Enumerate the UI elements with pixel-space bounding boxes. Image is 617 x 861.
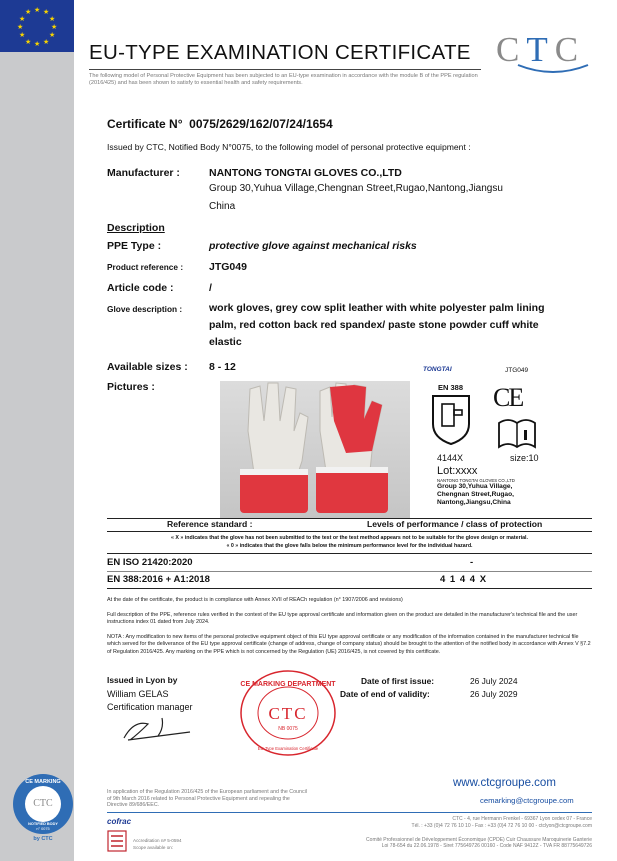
hammer-glove-shield-icon [429,394,473,446]
phone-line: Tél. : +33 (0)4 72 76 10 10 - Fax : +33 (0)4 72 76 10 00 - ctclyon@ctcgroupe.com [411,823,592,829]
reach-compliance-note: At the date of the certificate, the product is in compliance with Annex XVII of REACh regulation (n° 1907/2006 and revisions) [107,597,403,603]
badge-by-text: by CTC [33,836,53,842]
available-sizes-label: Available sizes : [107,361,188,373]
address-line: CTC - 4, rue Hermann Frenkel - 69367 Lyon cedex 07 - France [452,816,592,822]
label-standard: EN 388 [438,383,464,392]
accreditation-number: Accreditation n# 5-0594 [133,838,182,843]
label-code: 4144X [437,453,464,463]
badge-top-text: CE MARKING [25,779,61,785]
label-address-line3: Nantong,Jiangsu,China [437,499,511,506]
glove-description-line1: work gloves, grey cow split leather with white polyester palm lining [209,302,545,314]
glove-photo [220,381,410,518]
ppe-type-value: protective glove against mechanical risks [209,240,417,252]
badge-nb-text: NOTIFIED BODY [28,822,58,826]
ppe-type-label: PPE Type : [107,240,162,252]
description-heading: Description [107,222,165,234]
email-link[interactable]: cemarking@ctcgroupe.com [480,796,574,805]
table-row-level: - [470,557,474,568]
badge-center-text: CTC [33,798,53,809]
table-row-standard: EN 388:2016 + A1:2018 [107,574,210,585]
glove-description-line2: palm, red cotton back red spandex/ paste stone powder cuff white [209,319,539,331]
ce-marking-department-stamp [238,668,338,758]
stamp-nb-text: NB 0075 [278,726,298,732]
nota-note: NOTA : Any modification to new items of the personal protective equipment object of this EU type approval certificate or any modification of the information contained in the manufacturer technical file which served for the deliverance of the EU type approval certificate (change of address, change of company status) should be brought to the attention of the notified body in accordance with Annex V §7.2 of Regulation 2016/425. Any marking on the PPE which is not concerned by the Regulation (UE) 2016/425, is not covered by this certificate. [107,634,591,655]
label-company: NANTONG TONGTAI GLOVES CO.,LTD [437,478,515,483]
signer-role: Certification manager [107,702,193,712]
end-validity-value: 26 July 2029 [470,689,518,699]
ce-mark: CE [493,383,523,412]
table-row-rule [107,571,592,572]
stamp-top-text: CE MARKING DEPARTMENT [240,681,336,688]
manufacturer-address-line2: China [209,201,236,212]
glove-description-label: Glove description : [107,304,183,314]
legend-x-note: « X » indicates that the glove has not been submitted to the test or the test method appears not to be suitable for the glove design or material. [170,535,528,541]
legend-0-note: « 0 » indicates that the glove falls below the minimum performance level for the individual hazard. [226,543,473,549]
product-reference-value: JTG049 [209,261,247,273]
glove-description-line3: elastic [209,336,242,348]
scope-text: Scope available on: [133,845,174,850]
article-code-label: Article code : [107,282,174,294]
issued-by-text: Issued by CTC, Notified Body N°0075, to the following model of personal protective equipment : [107,142,471,152]
stamp-center-text: CTC [268,704,308,723]
ctc-logo: CTC [496,30,586,69]
information-book-icon [497,417,537,449]
document-title: EU-TYPE EXAMINATION CERTIFICATE [89,41,471,64]
label-brand: TONGTAI [423,366,452,373]
label-address-line2: Chengnan Street,Rugao, [437,491,514,498]
pictures-label: Pictures : [107,381,155,393]
table-header-rule [107,531,592,532]
notified-body-badge [11,770,75,842]
handwritten-signature [118,710,198,746]
issued-in-text: Issued in Lyon by [107,675,178,685]
stamp-bottom-text: EU-Type Examination Certificate [257,746,319,751]
cofrac-logo: cofrac [107,817,132,826]
legend-rule [107,553,592,554]
label-size: size:10 [510,453,539,463]
gloves-illustration [220,381,410,518]
table-row-standard: EN ISO 21420:2020 [107,557,193,568]
product-reference-label: Product reference : [107,262,184,272]
label-lot: Lot:xxxx [437,465,478,477]
signer-name: William GELAS [107,689,169,699]
performance-levels-header: Levels of performance / class of protection [367,519,543,529]
comite-line1: Comité Professionnel de Développement Économique (CPDE) Cuir Chaussure Maroquinerie Ganterie [366,837,592,843]
article-code-value: / [209,282,212,294]
table-row-level: 4 1 4 4 X [440,574,488,585]
left-sidebar-band [0,0,74,861]
manufacturer-label: Manufacturer : [107,167,180,179]
table-bottom-rule [107,588,592,589]
eu-flag: ★ ★ ★ ★ ★ ★ ★ ★ ★ ★ ★ ★ [0,0,74,52]
end-validity-label: Date of end of validity: [340,689,430,699]
cofrac-mark [107,830,127,852]
website-link[interactable]: www.ctcgroupe.com [453,777,556,789]
badge-number-text: n° 0075 [36,827,50,831]
footer-rule [107,812,592,813]
product-label-card [415,361,565,523]
certificate-number [107,117,333,131]
manufacturer-address-line1: Group 30,Yuhua Village,Chengnan Street,Rugao,Nantong,Jiangsu [209,183,503,194]
certificate-value: 0075/2629/162/07/24/1654 [189,117,333,131]
first-issue-label: Date of first issue: [361,676,435,686]
reference-standard-header: Reference standard : [167,519,253,529]
manufacturer-name: NANTONG TONGTAI GLOVES CO.,LTD [209,167,402,179]
ctc-logo-arc [514,63,592,79]
full-description-note: Full description of the PPE, reference rules verified in the context of the EU type approval certificate and information given on the product are detailed in the manufacturer's technical file and the user instructions index 01 dated from July 2024. [107,612,578,626]
first-issue-value: 26 July 2024 [470,676,518,686]
label-model: JTG049 [505,367,529,374]
title-rule [89,69,481,70]
comite-line2: Loi 78-654 du 22.06.1978 - Siret 775649726 00160 - Code NAF 9412Z - TVA FR 88775649726 [381,843,592,849]
available-sizes-value: 8 - 12 [209,361,236,373]
certificate-label: Certificate N° [107,117,183,131]
label-address-line1: Group 30,Yuhua Village, [437,483,513,490]
regulation-note: In application of the Regulation 2016/425 of the European parliament and the Council of 9th March 2016 related to Personal Protective Equipment and repealing the Directive 89/686/EEC. [107,789,307,809]
intro-text: The following model of Personal Protective Equipment has been subjected to an EU-type examination in accordance with the module B of the PPE regulation (2016/425) and has been shown to satisfy to essential health and safety requirements. [89,73,478,86]
